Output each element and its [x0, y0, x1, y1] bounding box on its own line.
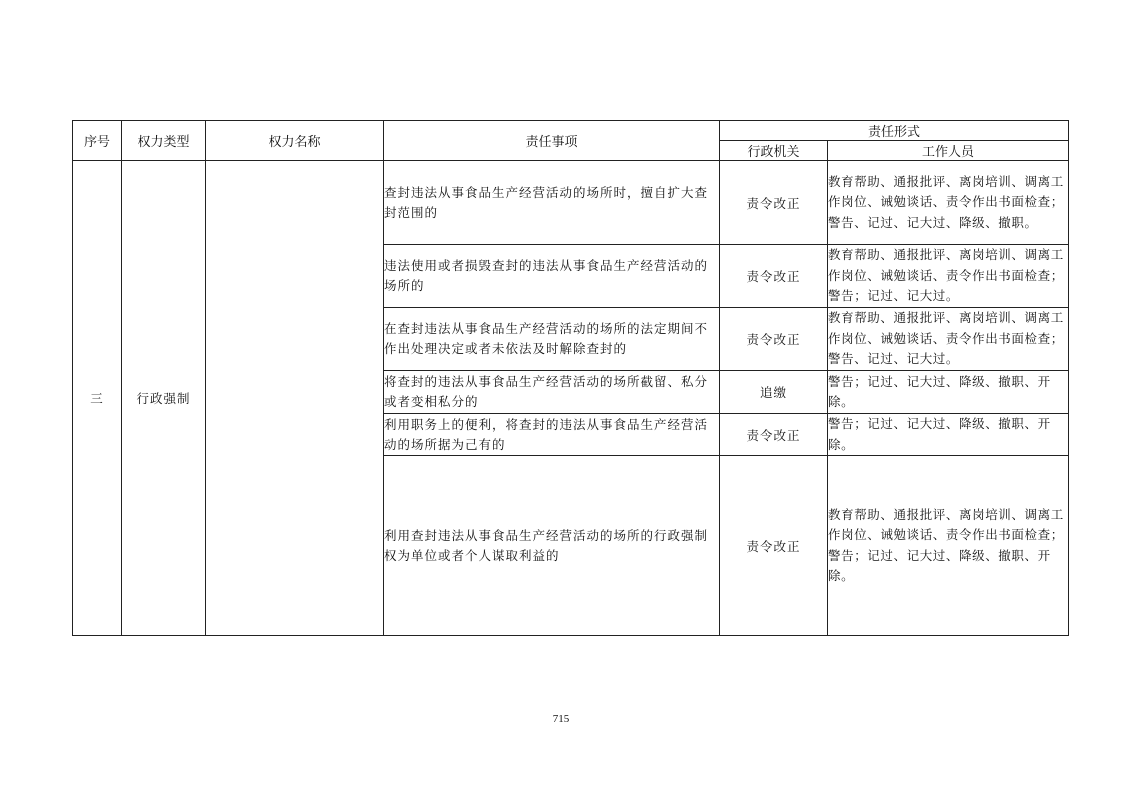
header-org: 行政机关: [720, 141, 828, 161]
power-name-cell: [206, 161, 384, 636]
staff-cell: 警告；记过、记大过、降级、撤职、开除。: [828, 371, 1069, 414]
responsibility-table: [72, 120, 1069, 636]
staff-cell: 教育帮助、通报批评、离岗培训、调离工作岗位、诫勉谈话、责令作出书面检查；警告；记过、记大过。: [828, 245, 1069, 308]
header-seq: 序号: [73, 121, 122, 161]
matter-cell: 利用职务上的便利，将查封的违法从事食品生产经营活动的场所据为己有的: [384, 414, 720, 456]
power-type-cell: 行政强制: [122, 161, 206, 636]
page-number: 715: [552, 713, 570, 725]
header-power-name: 权力名称: [206, 121, 384, 161]
header-power-type: 权力类型: [122, 121, 206, 161]
org-cell: 责令改正: [720, 161, 828, 245]
matter-cell: 利用查封违法从事食品生产经营活动的场所的行政强制权为单位或者个人谋取利益的: [384, 456, 720, 636]
seq-cell: 三: [73, 161, 122, 636]
staff-cell: 教育帮助、通报批评、离岗培训、调离工作岗位、诫勉谈话、责令作出书面检查；警告、记过、记大过。: [828, 308, 1069, 371]
header-responsibility: 责任事项: [384, 121, 720, 161]
org-cell: 责令改正: [720, 308, 828, 371]
staff-cell: 教育帮助、通报批评、离岗培训、调离工作岗位、诫勉谈话、责令作出书面检查；警告；记过、记大过、降级、撤职、开除。: [828, 456, 1069, 636]
matter-cell: 将查封的违法从事食品生产经营活动的场所截留、私分或者变相私分的: [384, 371, 720, 414]
org-cell: 追缴: [720, 371, 828, 414]
header-row-1: [73, 121, 1069, 141]
org-cell: 责令改正: [720, 456, 828, 636]
header-staff: 工作人员: [828, 141, 1069, 161]
matter-cell: 违法使用或者损毁查封的违法从事食品生产经营活动的场所的: [384, 245, 720, 308]
matter-cell: 查封违法从事食品生产经营活动的场所时，擅自扩大查封范围的: [384, 161, 720, 245]
staff-cell: 警告；记过、记大过、降级、撤职、开除。: [828, 414, 1069, 456]
org-cell: 责令改正: [720, 414, 828, 456]
table-row: [73, 161, 1069, 245]
header-form: 责任形式: [720, 121, 1069, 141]
staff-cell: 教育帮助、通报批评、离岗培训、调离工作岗位、诫勉谈话、责令作出书面检查；警告、记过、记大过、降级、撤职。: [828, 161, 1069, 245]
org-cell: 责令改正: [720, 245, 828, 308]
matter-cell: 在查封违法从事食品生产经营活动的场所的法定期间不作出处理决定或者未依法及时解除查封的: [384, 308, 720, 371]
